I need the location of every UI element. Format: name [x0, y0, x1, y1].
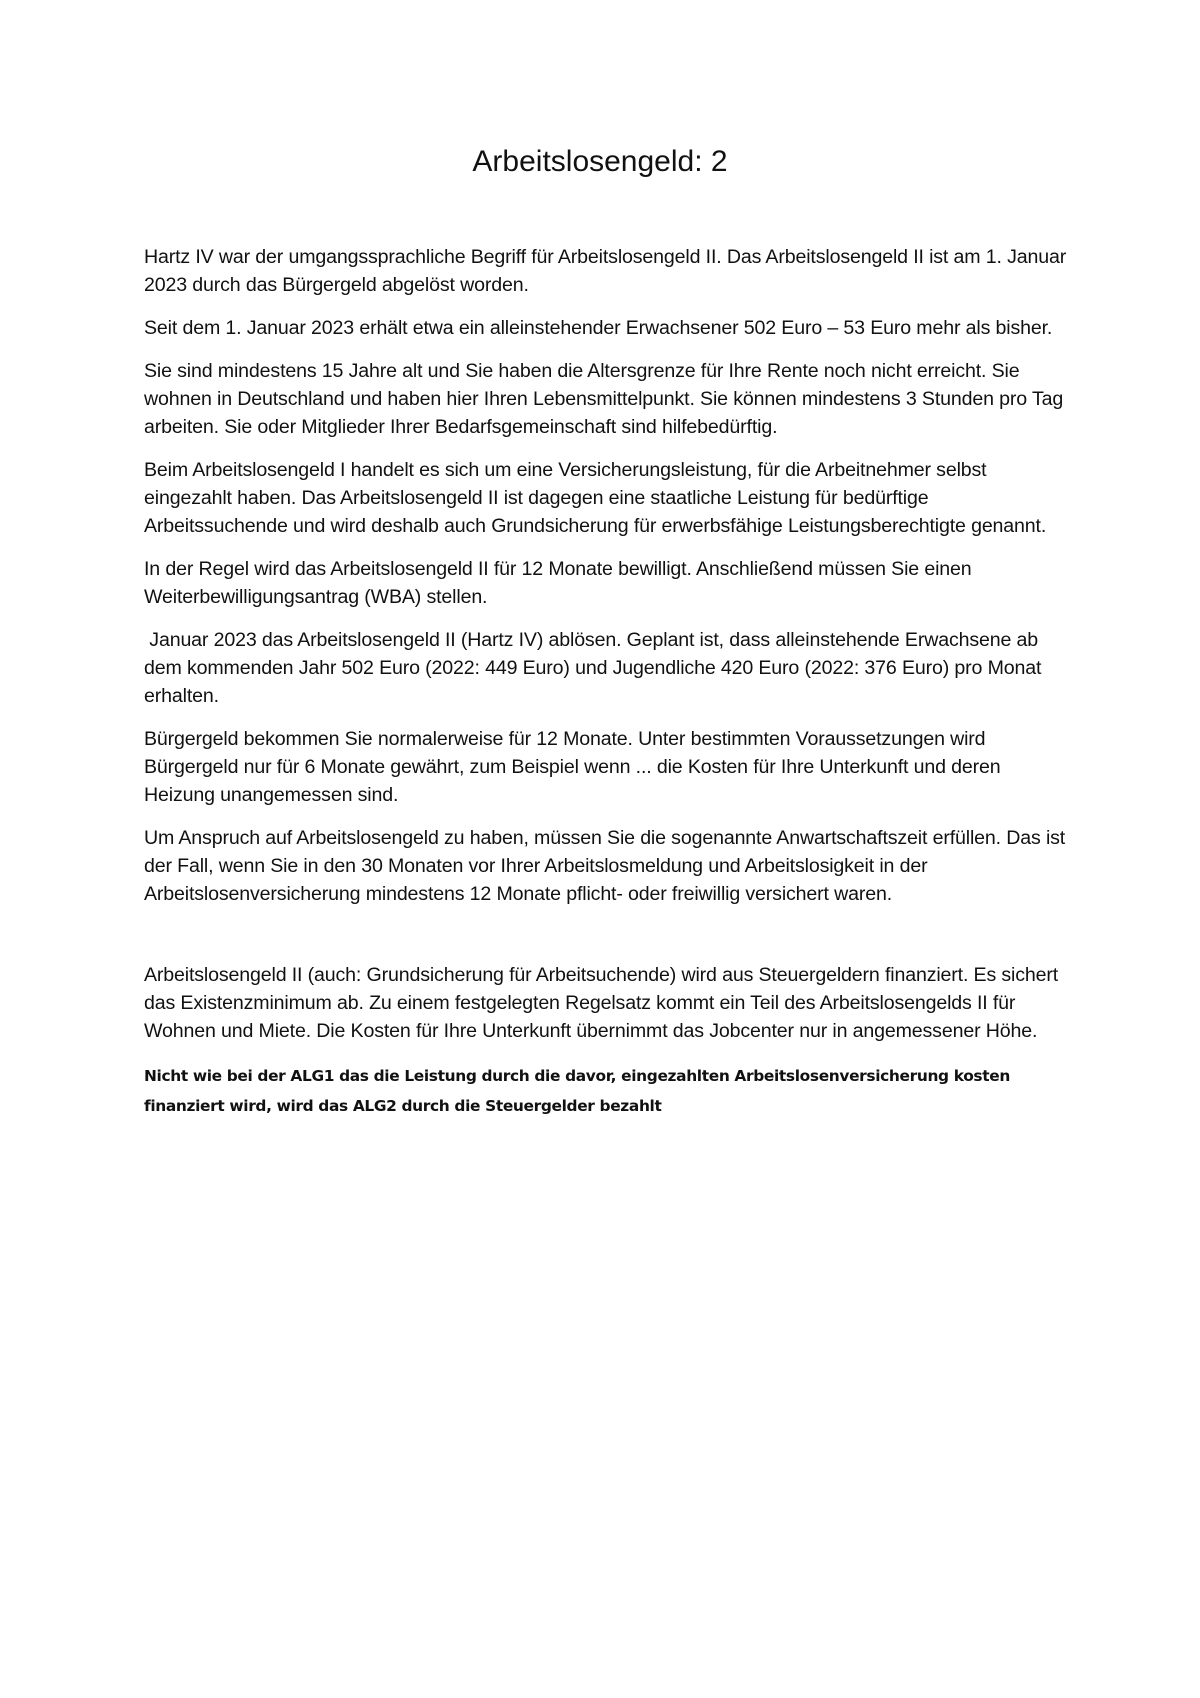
paragraph-hartz-iv: Hartz IV war der umgangssprachliche Begriff für Arbeitslosengeld II. Das Arbeitslosengeld II ist am 1. Januar 2023 durch das Bürgergeld abgelöst worden. [144, 246, 1067, 296]
paragraph-finanzierung: Arbeitslosengeld II (auch: Grundsicherung für Arbeitsuchende) wird aus Steuergeldern finanziert. Es sichert das Existenzminimum ab. Zu einem festgelegten Regelsatz kommt ein Teil des Arbeitslosengelds II für Wohnen und Miete. Die Kosten für Ihre Unterkunft übernimmt das Jobcenter nur in angemessener Höhe. [144, 964, 1059, 1043]
paragraph-voraussetzungen: Sie sind mindestens 15 Jahre alt und Sie haben die Altersgrenze für Ihre Rente noch nicht erreicht. Sie wohnen in Deutschland und haben hier Ihren Lebensmittelpunkt. Sie können mindestens 3 Stunden pro Tag arbeiten. Sie oder Mitglieder Ihrer Bedarfsgemeinschaft sind hilfebedürftig. [144, 360, 1064, 438]
paragraph-buergergeld-betraege: Januar 2023 das Arbeitslosengeld II (Hartz IV) ablösen. Geplant ist, dass alleinstehende Erwachsene ab dem kommenden Jahr 502 Euro (2022: 449 Euro) und Jugendliche 420 Euro (2022: 376 Euro) pro Monat erhalten. [144, 629, 1047, 707]
paragraph-regelsatz: Seit dem 1. Januar 2023 erhält etwa ein alleinstehender Erwachsener 502 Euro – 53 Euro mehr als bisher. [144, 317, 1053, 340]
paragraph-buergergeld-dauer: Bürgergeld bekommen Sie normalerweise für 12 Monate. Unter bestimmten Voraussetzungen wird Bürgergeld nur für 6 Monate gewährt, zum Beispiel wenn ... die Kosten für Ihre Unterkunft und deren Heizung unangemessen sind. [144, 728, 1001, 806]
paragraph-note-bold: Nicht wie bei der ALG1 das die Leistung durch die davor, eingezahlten Arbeitslosenversicherung kosten finanziert wird, wird das ALG2 durch die Steuergelder bezahlt [144, 1067, 1010, 1116]
paragraph-anwartschaftszeit: Um Anspruch auf Arbeitslosengeld zu haben, müssen Sie die sogenannte Anwartschaftszeit erfüllen. Das ist der Fall, wenn Sie in den 30 Monaten vor Ihrer Arbeitslosmeldung und Arbeitslosigkeit in der Arbeitslosenversicherung mindestens 12 Monate pflicht- oder freiwillig versichert waren. [144, 827, 1066, 905]
document-body [144, 244, 1068, 1137]
paragraph-bewilligung: In der Regel wird das Arbeitslosengeld II für 12 Monate bewilligt. Anschließend müssen Sie einen Weiterbewilligungsantrag (WBA) stellen. [144, 558, 972, 608]
document-title: Arbeitslosengeld: 2 [472, 145, 728, 178]
paragraph-alg1-vs-alg2: Beim Arbeitslosengeld I handelt es sich um eine Versicherungsleistung, für die Arbeitnehmer selbst eingezahlt haben. Das Arbeitslosengeld II ist dagegen eine staatliche Leistung für bedürftige Arbeitssuchende und wird deshalb auch Grundsicherung für erwerbsfähige Leistungsberechtigte genannt. [144, 459, 1047, 537]
